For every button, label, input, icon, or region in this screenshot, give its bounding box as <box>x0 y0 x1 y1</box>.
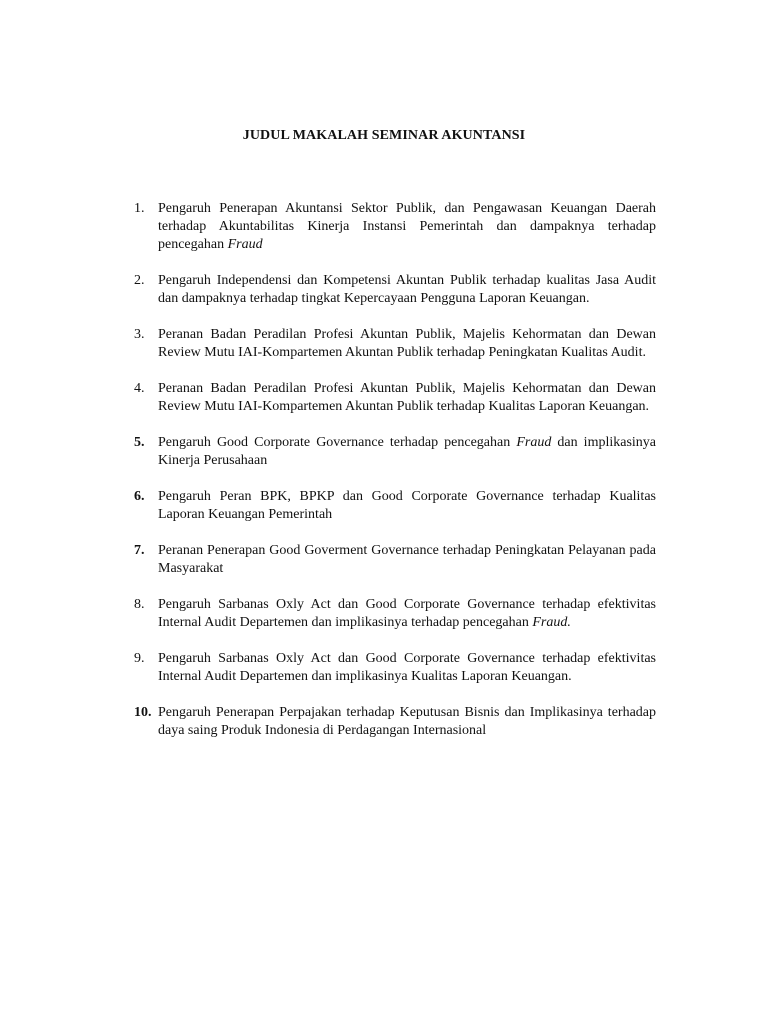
list-item <box>134 488 656 524</box>
list-item-text: Peranan Penerapan Good Goverment Governance terhadap Peningkatan Pelayanan pada Masyarakat <box>158 543 656 576</box>
list-item-number: 4. <box>134 381 145 396</box>
list-item-number: 10. <box>134 705 152 720</box>
list-item-number: 9. <box>134 651 145 666</box>
list-item-text: Pengaruh Peran BPK, BPKP dan Good Corporate Governance terhadap Kualitas Laporan Keuangan Pemerintah <box>158 489 656 522</box>
list-item-text: Pengaruh Good Corporate Governance terhadap pencegahan Fraud dan implikasinya Kinerja Perusahaan <box>158 435 656 468</box>
list-item-text: Pengaruh Sarbanas Oxly Act dan Good Corporate Governance terhadap efektivitas Internal Audit Departemen dan implikasinya Kualitas Laporan Keuangan. <box>158 651 656 684</box>
topic-list <box>134 200 656 740</box>
list-item <box>134 542 656 578</box>
list-item-text: Peranan Badan Peradilan Profesi Akuntan Publik, Majelis Kehormatan dan Dewan Review Mutu IAI-Kompartemen Akuntan Publik terhadap Peningkatan Kualitas Audit. <box>158 327 656 360</box>
list-item <box>134 326 656 362</box>
list-item-number: 7. <box>134 543 145 558</box>
list-item-number: 8. <box>134 597 145 612</box>
list-item-number: 6. <box>134 489 145 504</box>
list-item <box>134 200 656 254</box>
list-item <box>134 704 656 740</box>
list-item-number: 1. <box>134 201 145 216</box>
list-item-text: Pengaruh Sarbanas Oxly Act dan Good Corporate Governance terhadap efektivitas Internal Audit Departemen dan implikasinya terhadap pencegahan Fraud. <box>158 597 656 630</box>
list-item <box>134 650 656 686</box>
list-item-number: 5. <box>134 435 145 450</box>
list-item <box>134 434 656 470</box>
list-item-number: 3. <box>134 327 145 342</box>
list-item-text: Pengaruh Penerapan Akuntansi Sektor Publik, dan Pengawasan Keuangan Daerah terhadap Akuntabilitas Kinerja Instansi Pemerintah dan dampaknya terhadap pencegahan Fraud <box>158 201 656 252</box>
list-item-text: Peranan Badan Peradilan Profesi Akuntan Publik, Majelis Kehormatan dan Dewan Review Mutu IAI-Kompartemen Akuntan Publik terhadap Kualitas Laporan Keuangan. <box>158 381 656 414</box>
list-item-number: 2. <box>134 273 145 288</box>
list-item <box>134 272 656 308</box>
list-item <box>134 380 656 416</box>
list-item <box>134 596 656 632</box>
list-item-text: Pengaruh Independensi dan Kompetensi Akuntan Publik terhadap kualitas Jasa Audit dan dampaknya terhadap tingkat Kepercayaan Pengguna Laporan Keuangan. <box>158 273 656 306</box>
list-item-text: Pengaruh Penerapan Perpajakan terhadap Keputusan Bisnis dan Implikasinya terhadap daya saing Produk Indonesia di Perdagangan Internasional <box>158 705 656 738</box>
page-title: JUDUL MAKALAH SEMINAR AKUNTANSI <box>242 128 526 143</box>
